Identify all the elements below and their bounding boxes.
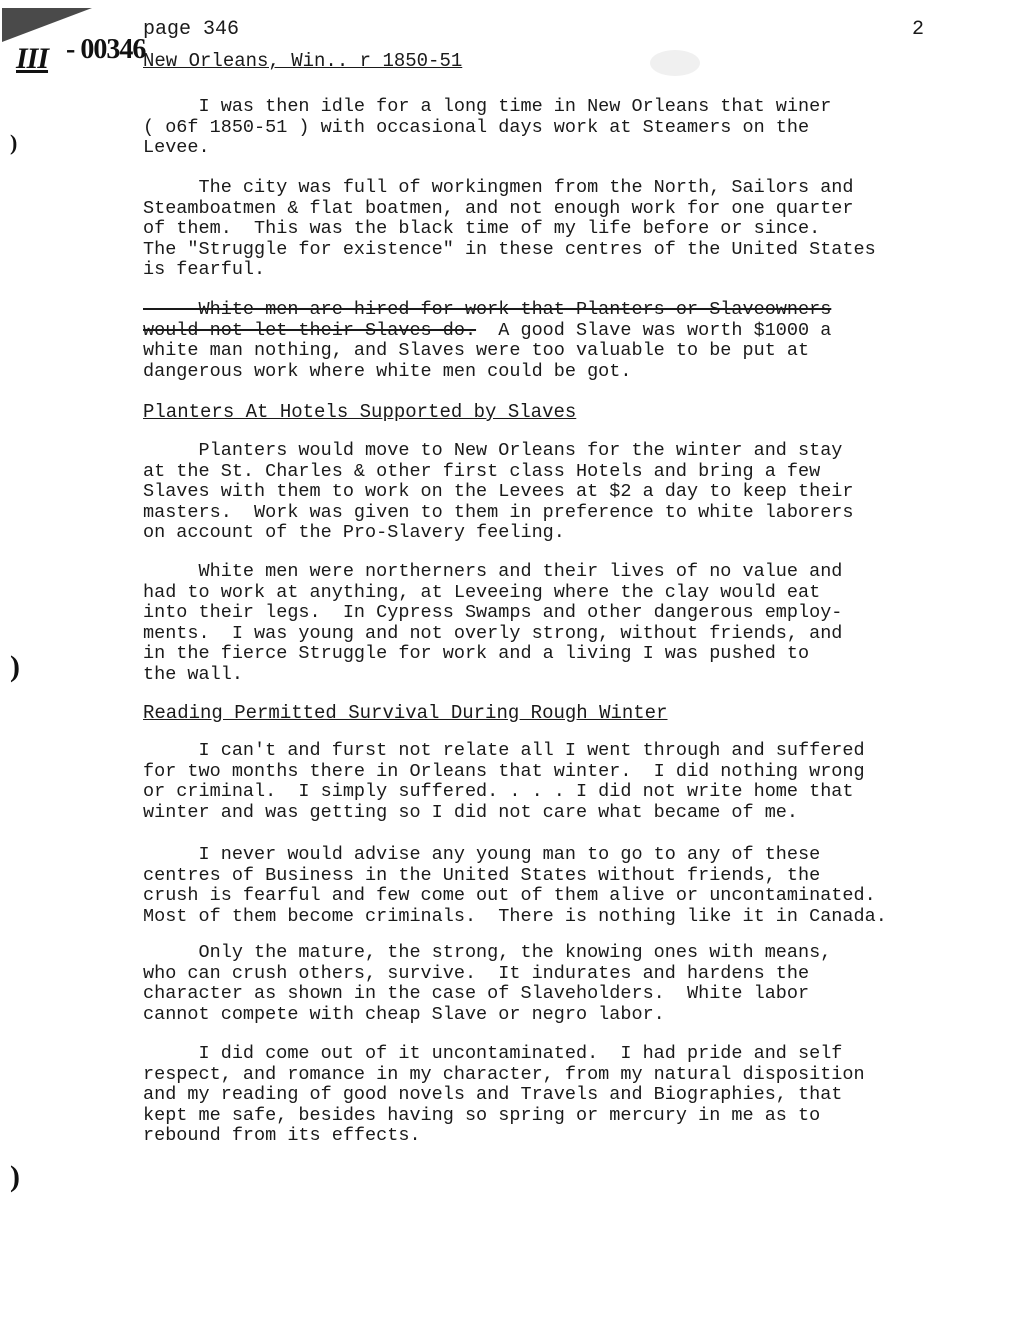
location-date-header: New Orleans, Win.._r 1850-51 [143, 50, 463, 72]
document-id: - 00346 [66, 34, 146, 65]
margin-mark-1: ) [10, 130, 18, 155]
paragraph-3-line-2-rest: A good Slave was worth $1000 a [476, 319, 832, 341]
struck-line-1: White men are hired for work that Planters or Slaveowners [143, 299, 832, 320]
paragraph-3-rest: white man nothing, and Slaves were too valuable to be put at dangerous work where white men could be got. [143, 340, 810, 382]
margin-mark-3: ) [10, 1160, 20, 1193]
struck-line-2: would not let their Slaves do. [143, 319, 477, 341]
section-heading-reading: Reading Permitted Survival During Rough Winter [143, 702, 668, 724]
paragraph-3 [143, 300, 963, 382]
paragraph-1: I was then idle for a long time in New Orleans that winer ( o6f 1850-51 ) with occasional days work at Steamers on the Levee. [143, 96, 832, 158]
paragraph-4: Planters would move to New Orleans for the winter and stay at the St. Charles & other first class Hotels and bring a few Slaves with them to work on the Levees at $2 a day to keep their masters. Work was given to them in preference to white laborers on account of the Pro-Slavery feeling. [143, 440, 854, 543]
paragraph-5: White men were northerners and their lives of no value and had to work at anything, at Leveeing where the clay would eat into their legs. In Cypress Swamps and other dangerous employ- ments. I was young and not overly strong, without friends, and in the fierce Struggle for work and a living I was pushed to the wall. [143, 561, 843, 685]
section-heading-planters: Planters At Hotels Supported by Slaves [143, 401, 577, 423]
page-label: page 346 [143, 18, 240, 41]
stamp-roman-numeral: III [16, 42, 49, 75]
paper-smudge [650, 50, 700, 76]
paragraph-6: I can't and furst not relate all I went through and suffered for two months there in Orleans that winter. I did nothing wrong or criminal. I simply suffered. . . . I did not write home that winter and was getting so I did not care what became of me. [143, 740, 865, 823]
paragraph-2: The city was full of workingmen from the North, Sailors and Steamboatmen & flat boatmen, and not enough work for one quarter of them. This was the black time of my life before or since. The "Struggle for existence" in these centres of the United States is fearful. [143, 177, 876, 280]
paragraph-8: Only the mature, the strong, the knowing ones with means, who can crush others, survive. It indurates and hardens the character as shown in the case of Slaveholders. White labor cannot compete with cheap Slave or negro labor. [143, 942, 832, 1025]
page-number: 2 [912, 18, 925, 41]
paragraph-7: I never would advise any young man to go to any of these centres of Business in the United States without friends, the crush is fearful and few come out of them alive or uncontaminated. Most of them become criminals. There is nothing like it in Canada. [143, 844, 887, 927]
margin-mark-2: ) [10, 650, 20, 683]
paragraph-9: I did come out of it uncontaminated. I had pride and self respect, and romance in my character, from my natural disposition and my reading of good novels and Travels and Biographies, that kept me safe, besides having so spring or mercury in me as to rebound from its effects. [143, 1043, 865, 1146]
